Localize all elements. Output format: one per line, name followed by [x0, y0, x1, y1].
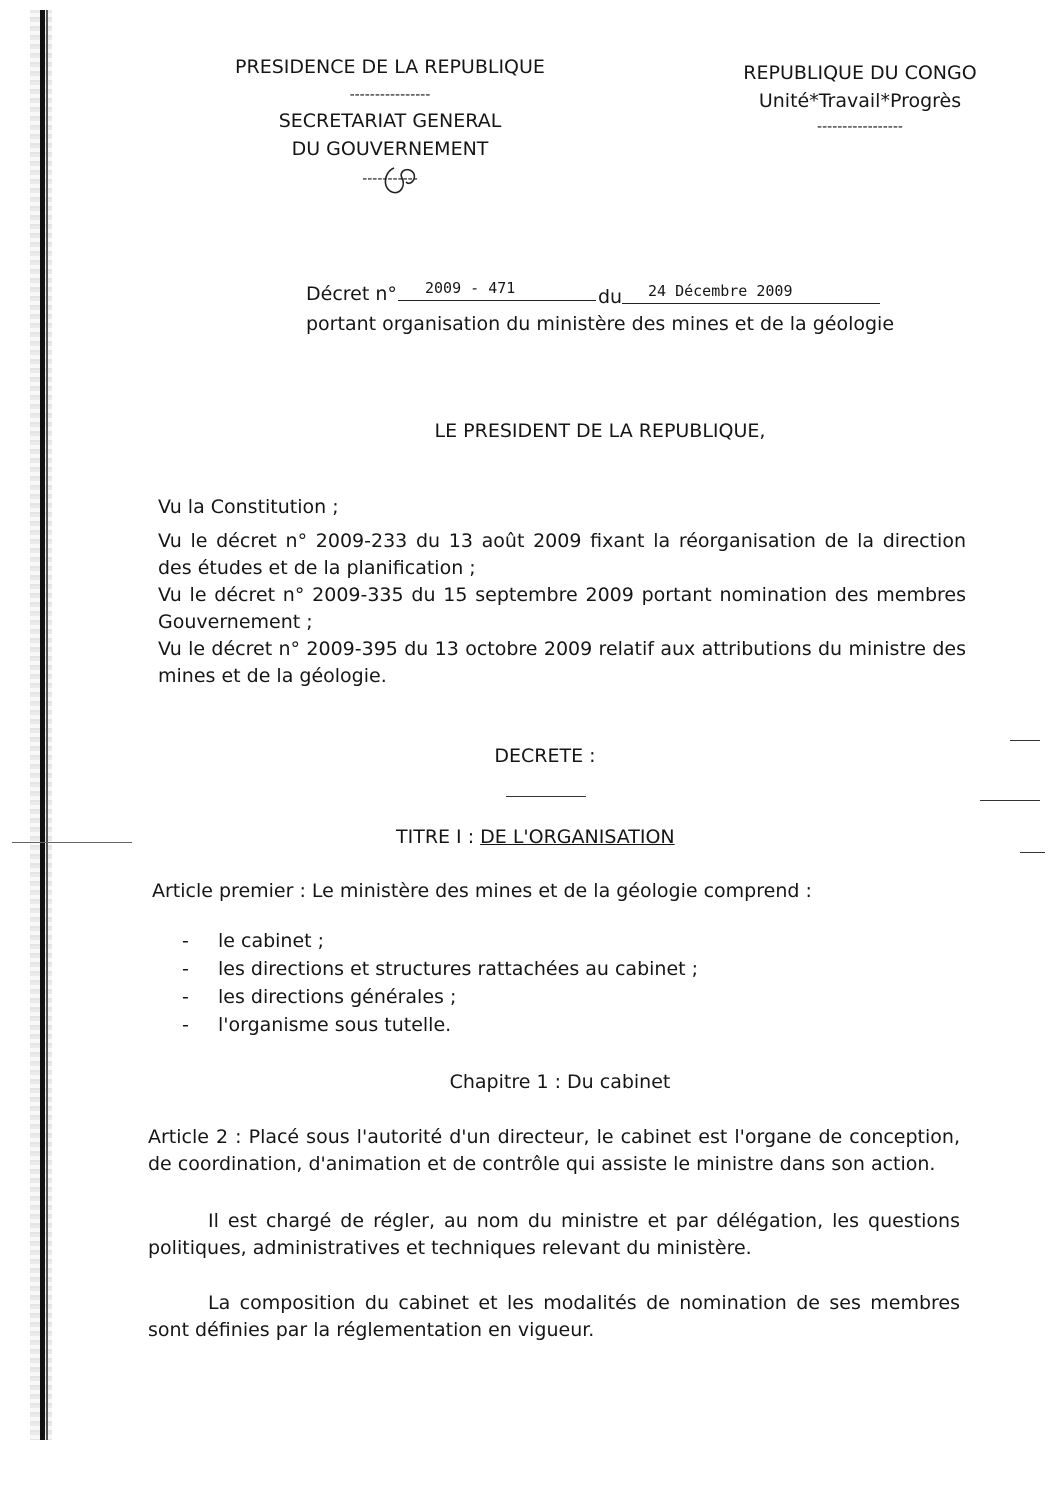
header-left-separator: ---------------- — [349, 87, 431, 103]
scan-noise — [980, 800, 1040, 801]
list-item: - les directions et structures rattachées au cabinet ; — [182, 958, 699, 980]
decree-subject: portant organisation du ministère des mines et de la géologie — [306, 313, 895, 335]
chapitre-1-heading: Chapitre 1 : Du cabinet — [449, 1071, 671, 1093]
list-item: - l'organisme sous tutelle. — [182, 1014, 452, 1036]
scan-noise — [12, 842, 132, 843]
list-item: - les directions générales ; — [182, 986, 457, 1008]
list-item: - le cabinet ; — [182, 930, 325, 952]
article1-label: Article premier : — [152, 880, 306, 902]
article2-p1: Placé sous l'autorité d'un directeur, le cabinet est l'organe de conception, de coordination, d'animation et de contrôle qui assiste le ministre dans son action. — [148, 1126, 960, 1175]
vu-constitution: Vu la Constitution ; — [158, 496, 339, 518]
header-secretariat: SECRETARIAT GENERAL — [278, 110, 502, 132]
titre-heading — [396, 826, 675, 848]
article2-paragraph-1 — [148, 1124, 960, 1178]
decrete-divider — [506, 796, 586, 797]
article2-paragraph-3: La composition du cabinet et les modalités de nomination de ses membres sont définies par la réglementation en vigueur. — [148, 1292, 960, 1341]
decree-number-line — [398, 300, 596, 301]
decree-label: Décret n° — [306, 283, 397, 305]
president-heading: LE PRESIDENT DE LA REPUBLIQUE, — [434, 420, 766, 442]
header-motto: Unité*Travail*Progrès — [758, 90, 962, 112]
header-republique-congo: REPUBLIQUE DU CONGO — [743, 62, 977, 84]
header-left-separator-2: ----------- — [362, 171, 418, 187]
decree-date: 24 Décembre 2009 — [648, 282, 793, 300]
decree-du: du — [598, 286, 623, 308]
decree-date-line — [622, 303, 880, 304]
article1-intro — [152, 880, 812, 902]
scan-edge-line-secondary — [46, 10, 48, 1440]
handwritten-mark — [380, 162, 428, 198]
article2-label: Article 2 : — [148, 1126, 242, 1148]
decree-number: 2009 - 471 — [425, 279, 516, 297]
article1-text: Le ministère des mines et de la géologie comprend : — [311, 880, 812, 902]
vu-decret-2009-233: Vu le décret n° 2009-233 du 13 août 2009 fixant la réorganisation de la direction des études et de la planification ; — [158, 530, 966, 579]
vu-decret-2009-335: Vu le décret n° 2009-335 du 15 septembre 2009 portant nomination des membres Gouvernement ; — [158, 584, 966, 633]
header-right-separator: ----------------- — [817, 119, 903, 135]
scan-edge-line — [40, 10, 45, 1440]
article2-paragraph-2: Il est chargé de régler, au nom du ministre et par délégation, les questions politiques, administratives et techniques relevant du ministère. — [148, 1210, 960, 1259]
header-gouvernement: DU GOUVERNEMENT — [291, 138, 489, 160]
vu-decret-2009-395: Vu le décret n° 2009-395 du 13 octobre 2009 relatif aux attributions du ministre des mines et de la géologie. — [158, 638, 966, 687]
titre-name: DE L'ORGANISATION — [480, 826, 675, 848]
scan-noise — [1020, 852, 1045, 853]
decrete-heading: DECRETE : — [494, 745, 596, 767]
titre-prefix: TITRE I : — [396, 826, 475, 848]
header-presidence: PRESIDENCE DE LA REPUBLIQUE — [235, 56, 545, 78]
scan-noise — [1010, 740, 1040, 741]
